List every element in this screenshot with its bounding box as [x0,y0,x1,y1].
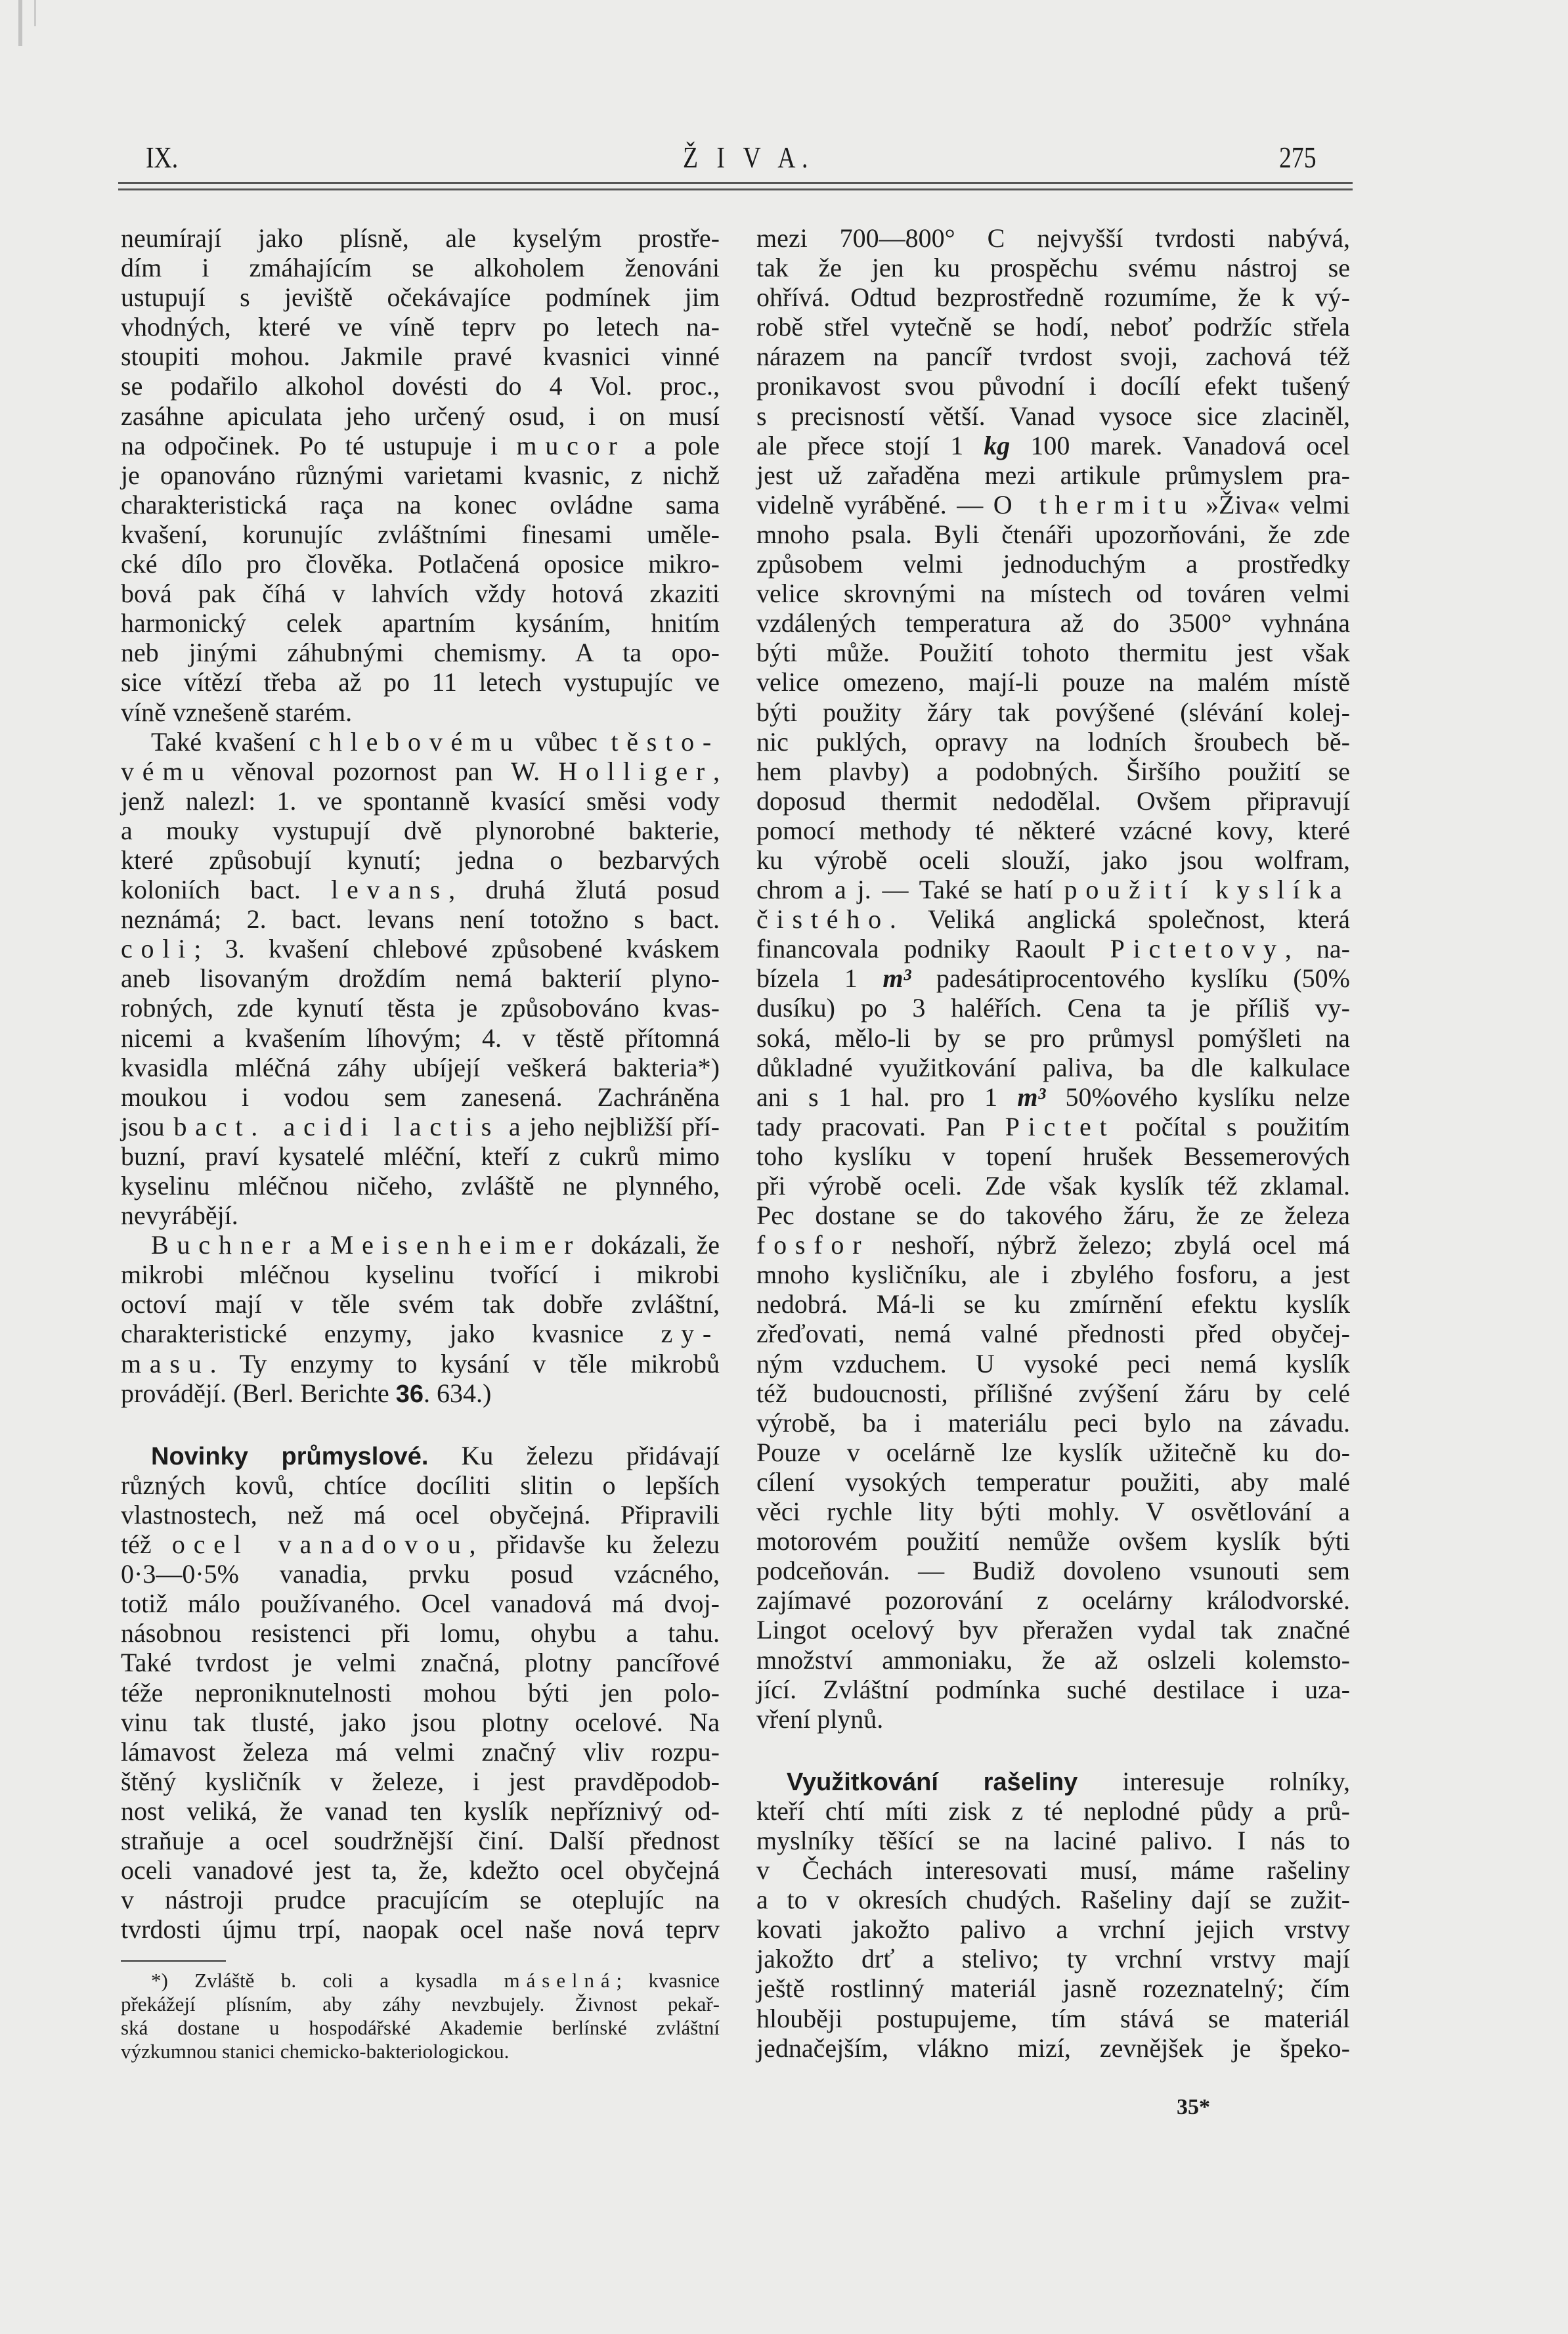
text-run: a [299,1230,330,1260]
header-rule-bottom [118,188,1353,190]
text-line: hlouběji postupujeme, tím stává se materiál [756,2003,1350,2033]
text-line: doposud thermit nedodělal. Ovšem připravují [756,785,1350,816]
text-run: a jeho nejbližší pří- [500,1111,720,1141]
text-line: Lingot ocelový byv přeražen vydal tak značné [756,1615,1350,1645]
text-line: též budoucnosti, přílišné zvýšení žáru by celé [756,1378,1350,1408]
bold-run: Novinky průmyslové. [151,1442,429,1470]
text-run: na odpočinek. Po té ustupuje i [121,430,517,460]
text-line: zasáhne apiculata jeho určený osud, i on musí [121,401,720,431]
text-line: kvašení, korunujíc zvláštními finesami uměle- [121,519,720,549]
text-run: padesátiprocentového kyslíku (50% [911,963,1350,994]
paragraph [121,223,720,727]
text-line: motorovém použití nemůže ovšem kyslík býti [756,1526,1350,1556]
text-line: vzdálených temperatura až do 3500° vyhnána [756,608,1350,638]
text-line: býti použity žáry tak povýšené (slévání kolej- [756,697,1350,727]
journal-title: Ž I V A. [683,141,814,174]
text-line: způsobem velmi jednoduchým a prostředky [756,549,1350,579]
text-line: totiž málo používaného. Ocel vanadová má dvoj- [121,1589,720,1619]
text-line: vinu tak tlusté, jako jsou plotny ocelové. Na [121,1707,720,1737]
text-line: jící. Zvláštní podmínka suché destilace i uza- [756,1674,1350,1704]
text-line: překážejí plísním, aby záhy nevzbujely. Živnost pekař- [121,1993,720,2015]
text-line: štěný kysličník v železe, i jest pravděpodob- [121,1766,720,1796]
text-line: vření plynů. [756,1704,884,1734]
text-line: ku výrobě oceli slouží, jako jsou wolfram, [756,845,1350,875]
text-run: tady pracovati. Pan [756,1111,1005,1141]
text-line [756,875,1350,904]
left-column [121,223,720,1944]
text-line [121,1378,720,1408]
text-line: podceňován. — Budiž dovoleno vsunouti sem [756,1556,1350,1586]
spaced-emphasis: Pictet [1005,1111,1116,1141]
text-line: lámavost železa má velmi značný vliv rozpu- [121,1736,720,1767]
text-run: jsou [121,1111,174,1141]
text-line: které způsobují kynutí; jedna o bezbarvých [121,845,720,875]
spaced-emphasis: levans [331,875,449,905]
text-line: ská dostane u hospodářské Akademie berlínské zvláštní [121,2016,720,2039]
text-line: hem plavby) a podobných. Širšího použití se [756,756,1350,786]
text-line [756,934,1350,963]
paragraph [121,727,720,1231]
section-paragraph [756,1767,1350,2063]
text-line: v Čechách interesovati musí, máme rašeliny [756,1855,1350,1885]
text-run: , na- [1284,934,1350,964]
text-line: velice skrovnými na místech od továren velmi [756,579,1350,609]
text-line: aneb lisovaným droždím nemá bakterií plyno- [121,963,720,994]
footnote-rule [121,1960,226,1962]
text-line: zřeďovati, nemá valné přednosti před obyčej- [756,1319,1350,1349]
text-run: bízela 1 [756,963,883,994]
text-line [121,1349,720,1378]
text-line: neumírají jako plísně, ale kyselým prostře- [121,223,720,253]
text-line [756,1082,1350,1112]
text-line: ustupují s jeviště očekávajíce podmínek jim [121,282,720,313]
text-run: *) Zvláště b. coli a kysadla [151,1969,504,1992]
text-line: důkladné využitkování paliva, ba dle kalkulace [756,1052,1350,1082]
spaced-emphasis: použití kyslíka [1064,875,1351,905]
text-run: financovala podniky Raoult [756,934,1110,964]
bold-run: Využitkování rašeliny [787,1768,1078,1796]
text-run: , přidavše ku železu [469,1530,720,1560]
text-line: při výrobě oceli. Zde však kyslík též zklamal. [756,1171,1350,1200]
text-line: se podařilo alkohol dovésti do 4 Vol. proc., [121,371,720,401]
text-run: , druhá žlutá posud [448,875,720,905]
text-line: různých kovů, chtíce docíliti slitin o lepších [121,1470,720,1500]
text-run: »Živa« velmi [1195,489,1350,519]
text-line [121,934,720,963]
text-line: nicemi a kvašením líhovým; 4. v těstě přítomná [121,1023,720,1053]
text-run: koloniích bact. [121,875,332,905]
text-run: též [121,1530,172,1560]
text-run: ani s 1 hal. pro 1 [756,1082,1018,1112]
page-number: 275 [1279,141,1317,174]
text-run: . 634.) [424,1378,492,1408]
scan-artifact [34,0,36,26]
text-line: věci rychle lity býti mohly. V osvětlování a [756,1497,1350,1527]
text-run: Ku železu přidávají [428,1440,720,1470]
text-line: stoupiti mohou. Jakmile pravé kvasnici vinné [121,341,720,372]
text-line: mikrobi mléčnou kyselinu tvořící i mikrobi [121,1260,720,1290]
text-line: cílení vysokých temperatur použiti, aby malé [756,1466,1350,1497]
paragraph [756,223,1350,1734]
text-line: ohřívá. Odtud bezprostředně rozumíme, že k vý- [756,282,1350,313]
text-run: ale přece stojí 1 [756,430,984,460]
spaced-emphasis: coli [121,934,194,964]
text-run: , [713,756,720,786]
text-line: téže neproniknutelnosti mohou býti jen polo- [121,1677,720,1707]
text-run: charakteristické enzymy, jako kvasnice [121,1319,661,1349]
text-line: robných, zde kynutí těsta je způsobováno kvas- [121,993,720,1023]
text-run: Také kvašení [151,726,309,757]
text-line: pomocí methody té některé vzácné kovy, které [756,815,1350,845]
text-line [756,1767,1350,1796]
text-line: kyselinu mléčnou ničeho, zvláště ne plynného, [121,1171,720,1200]
text-line: kteří chtí míti zisk z té neplodné půdy a prů- [756,1795,1350,1826]
spaced-emphasis: masu [121,1348,210,1378]
spaced-emphasis: mucor [516,430,626,460]
text-line: harmonický celek apartním kysáním, hnitím [121,608,720,638]
text-line [121,1319,720,1348]
text-run: . Veliká anglická společnost, která [889,904,1350,935]
text-line: jest už zařaděna mezi artikule průmyslem pra- [756,460,1350,490]
text-line: bová pak číhá v lahvích vždy hotová zkaziti [121,579,720,609]
text-run: provádějí. (Berl. Berichte [121,1378,396,1408]
text-line: vhodných, které ve víně teprv po letech na- [121,312,720,342]
paragraph [121,1230,720,1408]
text-run: interesuje rolníky, [1078,1766,1350,1796]
text-line: výrobě, ba i materiálu peci bylo na závadu. [756,1407,1350,1438]
text-line [121,1230,720,1260]
text-line: oceli vanadové jest ta, že, kdežto ocel obyčejná [121,1855,720,1885]
text-line: vlastnostech, než má ocel obyčejná. Připravili [121,1499,720,1530]
text-line: sice vítězí třeba až po 11 letech vystupujíc ve [121,667,720,697]
spaced-emphasis: O thermitu [993,489,1196,519]
text-line: tak že jen ku prospěchu svému nástroj se [756,253,1350,283]
text-line [121,727,720,757]
text-line [121,431,720,460]
text-line: kvasidla mléčná záhy ubíjejí veškerá bakteria*) [121,1052,720,1082]
spaced-emphasis: bact. acidi lactis [173,1111,500,1141]
spaced-emphasis: Pictetovy [1110,934,1285,964]
text-run: dokázali, že [581,1230,720,1260]
text-line [756,431,1350,460]
text-line: ještě rostlinný materiál jasně rozeznatelný; čím [756,1973,1350,2004]
text-line [756,490,1350,519]
text-line [121,875,720,904]
text-line: Pouze v ocelárně lze kyslík užitečně ku do- [756,1437,1350,1467]
text-line: nevyrábějí. [121,1200,238,1231]
spaced-emphasis: vému [121,756,213,786]
text-line: moukou i vodou sem zanesená. Zachráněna [121,1082,720,1112]
text-line: výzkumnou stanici chemicko-bakteriologickou. [121,2040,510,2063]
text-line [756,963,1350,993]
spaced-emphasis: Holliger [558,756,713,786]
text-line: buzní, praví kysatelé mléční, kteří z cukrů mimo [121,1141,720,1171]
spaced-emphasis: zy- [661,1319,720,1349]
text-line: charakteristická raça na konec ovládne sama [121,489,720,519]
text-run: vůbec [521,726,611,757]
text-line: straňuje a ocel soudržnější činí. Další přednost [121,1825,720,1855]
text-line: kovati jakožto palivo a vrchní jejich vrstvy [756,1914,1350,1945]
unit-run: m³ [1017,1082,1046,1112]
text-line: nárazem na pancíř tvrdost svoji, zachová též [756,341,1350,372]
text-line: Také tvrdost je velmi značná, plotny pancířové [121,1648,720,1678]
text-line: velice omezeno, mají-li pouze na malém místě [756,667,1350,697]
spaced-emphasis: fosfor [756,1230,870,1260]
text-line: množství ammoniaku, že až oslzeli kolemsto- [756,1644,1350,1675]
unit-run: kg [984,430,1011,460]
paragraph [121,1969,720,2063]
text-line: násobnou resistenci při lomu, ohybu a tahu. [121,1618,720,1648]
text-line: víně vznešeně starém. [121,697,353,727]
spaced-emphasis: chlebovému [309,726,521,757]
text-line: jenž nalezl: 1. ve spontanně kvasící směsi vody [121,785,720,816]
text-line: jednačejším, vlákno mizí, zevnějšek je špeko- [756,2033,1350,2063]
text-run: věnoval pozornost pan W. [213,756,559,786]
text-line: a to v okresích chudých. Rašeliny dají se zužit- [756,1885,1350,1915]
text-line [756,1112,1350,1141]
text-run: neshoří, nýbrž železo; zbylá ocel má [869,1230,1350,1260]
text-line: dím i zmáhajícím se alkoholem ženováni [121,253,720,283]
text-line [121,757,720,786]
text-run: . Ty enzymy to kysání v těle mikrobů [209,1348,720,1378]
text-line: soká, mělo-li by se pro průmysl pomýšleti na [756,1023,1350,1053]
text-line: Pec dostane se do takového žáru, že ze železa [756,1200,1350,1231]
spaced-emphasis: máselná [504,1969,617,1992]
text-line: nost veliká, že vanad ten kyslík nepříznivý od- [121,1795,720,1826]
text-line: toho kyslíku v topení hrušek Bessemerových [756,1141,1350,1171]
text-line: v nástroji prudce pracujícím se oteplujíc na [121,1885,720,1915]
section-paragraph [121,1441,720,1945]
text-run: chrom a j. — Také se hatí [756,875,1064,905]
text-run: a pole [625,430,720,460]
signature-mark: 35* [1177,2095,1210,2119]
text-line: býti může. Použití tohoto thermitu jest však [756,638,1350,668]
text-line: ným vzduchem. U vysoké peci nemá kyslík [756,1348,1350,1378]
text-run: videlně vyráběné. — [756,489,993,519]
text-line: octoví mají v těle svém tak dobře zvláštní, [121,1289,720,1319]
bold-run: 36 [395,1380,424,1408]
text-line: dusíku) po 3 haléřích. Cena ta je příliš vy- [756,993,1350,1023]
text-run: 100 marek. Vanadová ocel [1010,430,1350,460]
text-line [121,1112,720,1141]
text-run: ; 3. kvašení chlebové způsobené kváskem [194,934,720,964]
spaced-emphasis: čistého [756,904,890,935]
right-column [756,223,1350,2063]
text-line: robě střel vytečně se hodí, neboť podržíc střela [756,312,1350,342]
footnote [121,1969,720,2063]
text-line: jakožto drť a stelivo; ty vrchní vrstvy mají [756,1944,1350,1974]
spaced-emphasis: Meisenheimer [330,1230,582,1260]
text-line [756,904,1350,934]
spaced-emphasis: ocel vanadovou [171,1530,469,1560]
text-line: neznámá; 2. bact. levans není totožno s bact. [121,904,720,935]
unit-run: m³ [882,963,911,994]
text-line: mnoho kysličníku, ale i zbylého fosforu, a jest [756,1260,1350,1290]
text-line: nedobrá. Má-li se ku zmírnění efektu kyslík [756,1289,1350,1319]
text-line: 0·3—0·5% vanadia, prvku posud vzácného, [121,1559,720,1589]
text-line: nic puklých, opravy na lodních šroubech bě- [756,726,1350,757]
spaced-emphasis: těsto- [611,726,720,757]
spaced-emphasis: Buchner [151,1230,299,1260]
text-line: cké dílo pro člověka. Potlačená oposice mikro- [121,549,720,579]
text-line: mnoho psala. Byli čtenáři upozorňováni, že zde [756,519,1350,549]
text-line: pronikavost svou původní i docílí efekt tušený [756,371,1350,401]
text-run: počítal s použitím [1115,1111,1350,1141]
text-line [121,1441,720,1470]
scan-artifact [18,0,22,46]
text-line: mezi 700—800° C nejvyšší tvrdosti nabývá, [756,223,1350,253]
header-rule-top [118,182,1353,184]
text-line: neb jinými záhubnými chemismy. A ta opo- [121,638,720,668]
text-line: zajímavé pozorování z ocelárny králodvorské. [756,1585,1350,1616]
text-line: je opanováno různými varietami kvasnic, z nichž [121,460,720,490]
text-line: tvrdosti újmu trpí, naopak ocel naše nová teprv [121,1914,720,1945]
text-line [756,1230,1350,1260]
text-line [121,1530,720,1559]
volume-number: IX. [146,141,179,174]
text-line: a mouky vystupují dvě plynorobné bakterie, [121,815,720,845]
text-run: ; kvasnice [616,1969,720,1992]
text-run: 50%ového kyslíku nelze [1045,1082,1351,1112]
text-line: myslníky těšící se na laciné palivo. I nás to [756,1825,1350,1855]
text-line: s precisností větší. Vanad vysoce sice zlaciněl, [756,401,1350,431]
text-line [121,1969,720,1993]
